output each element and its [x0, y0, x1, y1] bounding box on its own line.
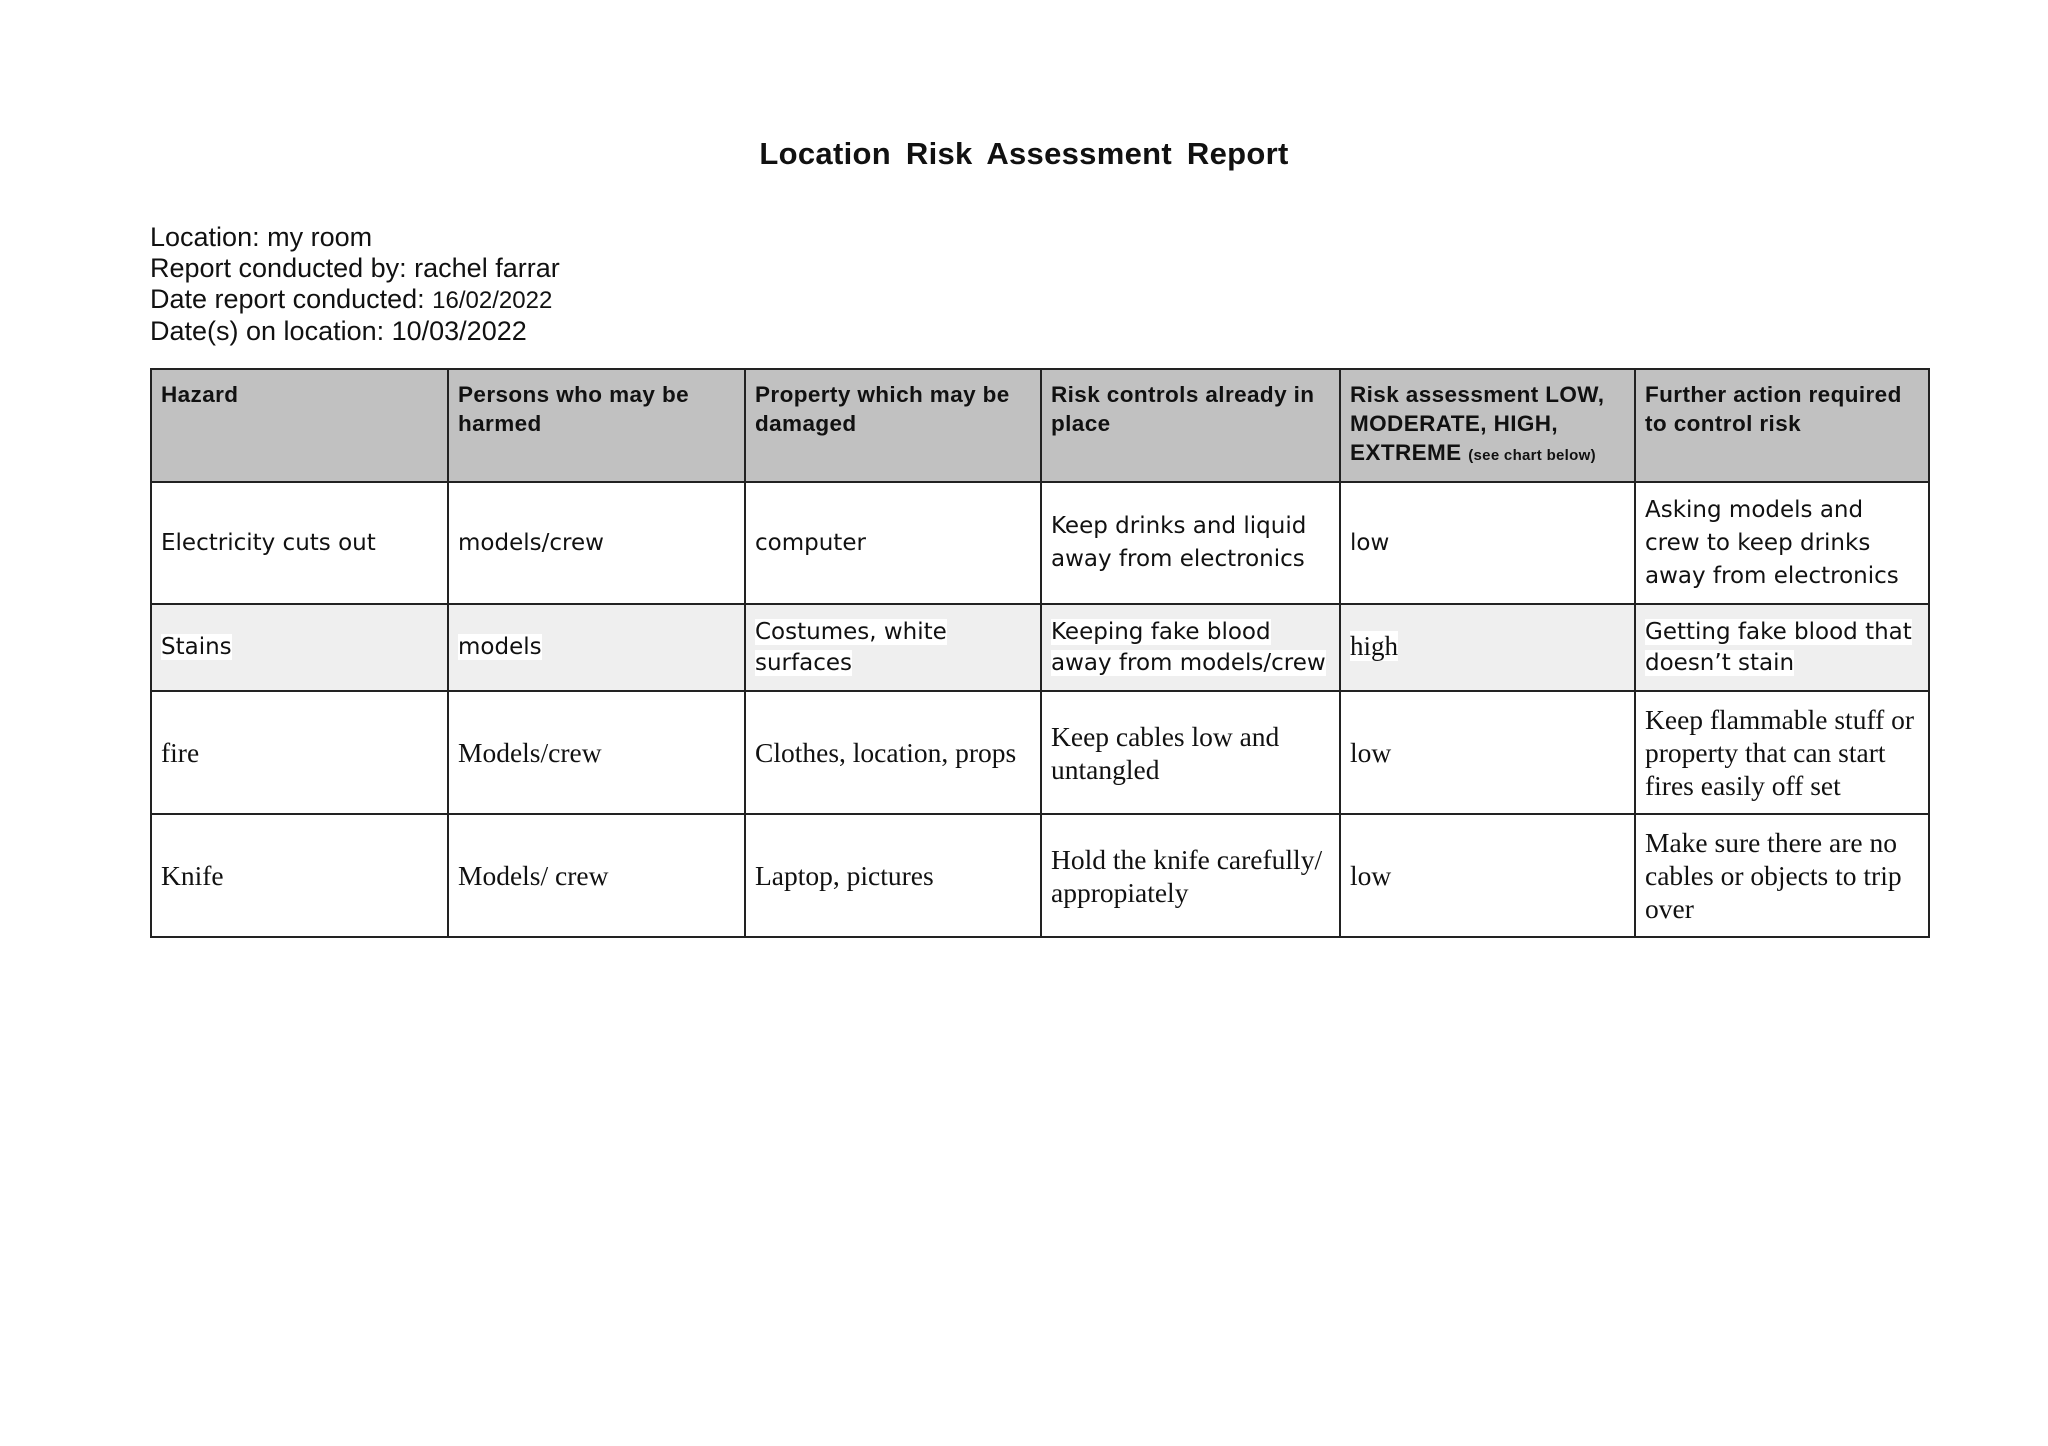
cell-hazard: Knife: [151, 814, 448, 937]
cell-hazard-text: Stains: [161, 634, 232, 660]
cell-further-action: Keep flammable stuff or property that can start fires easily off set: [1635, 691, 1929, 814]
cell-property: [745, 604, 1041, 691]
cell-persons: Models/crew: [448, 691, 745, 814]
cell-persons-text: models: [458, 634, 542, 660]
cell-persons: [448, 604, 745, 691]
cell-assessment: [1340, 604, 1635, 691]
cell-further-action: [1635, 604, 1929, 691]
cell-persons: models/crew: [448, 482, 745, 604]
header-property: Property which may be damaged: [745, 369, 1041, 482]
cell-controls: [1041, 604, 1340, 691]
risk-assessment-table: [150, 368, 1930, 938]
cell-assessment-text: high: [1350, 631, 1399, 661]
cell-property: Laptop, pictures: [745, 814, 1041, 937]
header-assessment-label: Risk assessment LOW, MODERATE, HIGH, EXTREME: [1350, 382, 1605, 465]
cell-hazard: fire: [151, 691, 448, 814]
header-assessment: [1340, 369, 1635, 482]
table-row: [151, 604, 1929, 691]
cell-persons: Models/ crew: [448, 814, 745, 937]
location-line: Location: my room: [150, 222, 373, 252]
cell-controls: Keep cables low and untangled: [1041, 691, 1340, 814]
cell-further-action: Asking models and crew to keep drinks away from electronics: [1635, 482, 1929, 604]
table-header-row: [151, 369, 1929, 482]
cell-further-action: Make sure there are no cables or objects to trip over: [1635, 814, 1929, 937]
cell-assessment: low: [1340, 691, 1635, 814]
cell-controls-text: Keeping fake blood away from models/crew: [1051, 618, 1326, 676]
report-details: [150, 222, 560, 347]
header-further-action: Further action required to control risk: [1635, 369, 1929, 482]
date-conducted-label: Date report conducted:: [150, 284, 433, 314]
header-persons: Persons who may be harmed: [448, 369, 745, 482]
header-assessment-note: (see chart below): [1468, 447, 1596, 464]
cell-property-text: Costumes, white surfaces: [755, 618, 947, 676]
table-row: [151, 482, 1929, 604]
page-title: Location Risk Assessment Report: [759, 136, 1289, 171]
cell-assessment: low: [1340, 814, 1635, 937]
cell-controls: Hold the knife carefully/ appropiately: [1041, 814, 1340, 937]
dates-on-location-line: Date(s) on location: 10/03/2022: [150, 316, 527, 346]
cell-hazard: [151, 604, 448, 691]
header-controls: Risk controls already in place: [1041, 369, 1340, 482]
cell-property: Clothes, location, props: [745, 691, 1041, 814]
header-hazard: Hazard: [151, 369, 448, 482]
table-row: [151, 814, 1929, 937]
cell-controls: Keep drinks and liquid away from electronics: [1041, 482, 1340, 604]
cell-hazard: Electricity cuts out: [151, 482, 448, 604]
table-row: [151, 691, 1929, 814]
date-conducted-line: [150, 284, 560, 316]
cell-property: computer: [745, 482, 1041, 604]
cell-further-action-text: Getting fake blood that doesn’t stain: [1645, 618, 1912, 676]
date-conducted-value: 16/02/2022: [432, 287, 553, 314]
conducted-by-line: Report conducted by: rachel farrar: [150, 253, 560, 283]
cell-assessment: low: [1340, 482, 1635, 604]
